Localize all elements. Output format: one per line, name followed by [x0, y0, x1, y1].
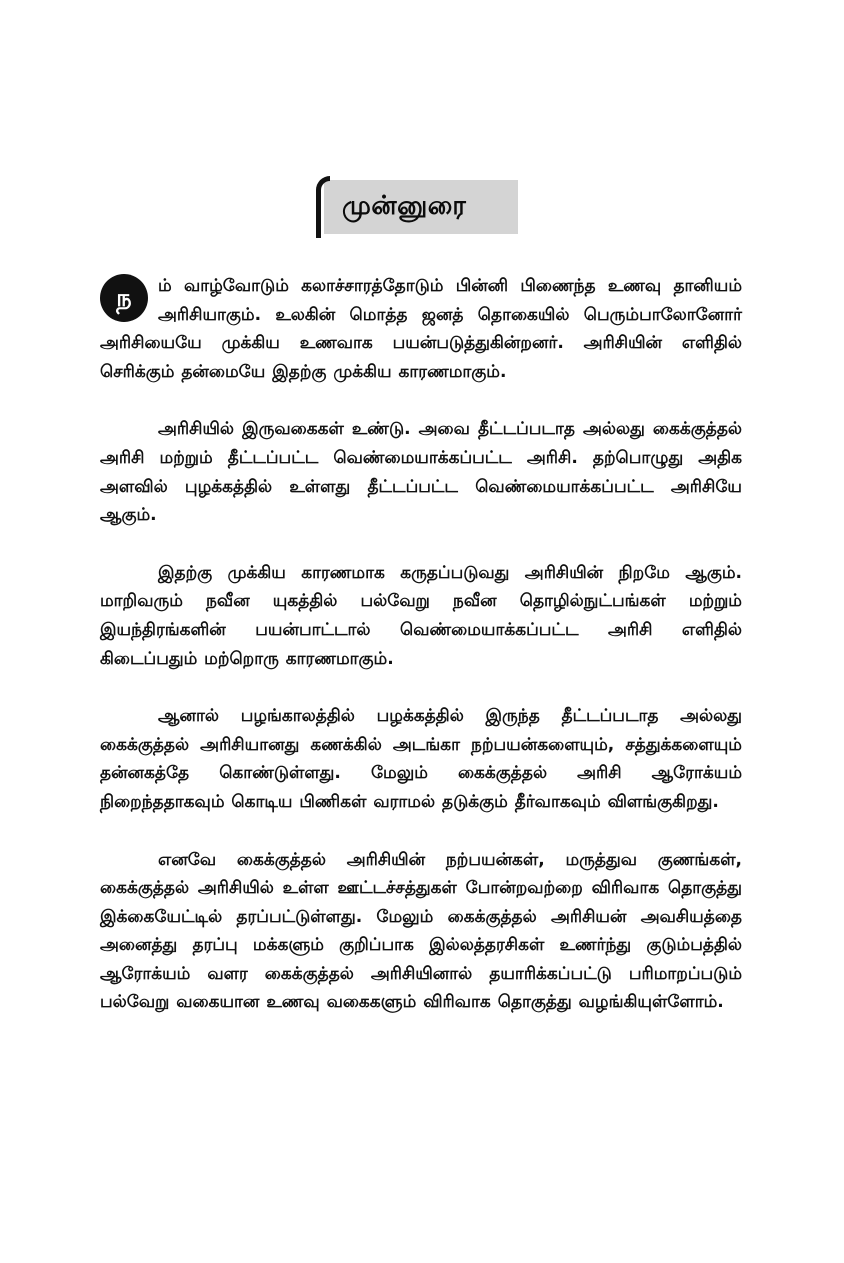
page-title: முன்னுரை [342, 191, 467, 221]
page-heading [316, 176, 518, 238]
paragraph-5: எனவே கைக்குத்தல் அரிசியின் நற்பயன்கள், மருத்துவ குணங்கள், கைக்குத்தல் அரிசியில் உள்ள ஊட்டச்சத்துகள் போன்றவற்றை விரிவாக தொகுத்து இக்கையேட்டில் தரப்பட்டுள்ளது. மேலும் கைக்குத்தல் அரிசியன் அவசியத்தை அனைத்து தரப்பு மக்களும் குறிப்பாக இல்லத்தரசிகள் உணர்ந்து குடும்பத்தில் ஆரோக்யம் வளர கைக்குத்தல் அரிசியினால் தயாரிக்கப்பட்டு பரிமாறப்படும் பல்வேறு வகையான உணவு வகைகளும் விரிவாக தொகுத்து வழங்கியுள்ளோம். [100, 849, 742, 1013]
preface-body [100, 272, 742, 1046]
paragraph-2: அரிசியில் இருவகைகள் உண்டு. அவை தீட்டப்படாத அல்லது கைக்குத்தல் அரிசி மற்றும் தீட்டப்பட்ட வெண்மையாக்கப்பட்ட அரிசி. தற்பொழுது அதிக அளவில் புழக்கத்தில் உள்ளது தீட்டப்பட்ட வெண்மையாக்கப்பட்ட அரிசியே ஆகும். [100, 419, 742, 526]
drop-cap: ந [100, 274, 148, 322]
paragraph-4: ஆனால் பழங்காலத்தில் பழக்கத்தில் இருந்த தீட்டப்படாத அல்லது கைக்குத்தல் அரிசியானது கணக்கில் அடங்கா நற்பயன்களையும், சத்துக்களையும் தன்னகத்தே கொண்டுள்ளது. மேலும் கைக்குத்தல் அரிசி ஆரோக்யம் நிறைந்ததாகவும் கொடிய பிணிகள் வராமல் தடுக்கும் தீர்வாகவும் விளங்குகிறது. [100, 706, 742, 812]
paragraph-3: இதற்கு முக்கிய காரணமாக கருதப்படுவது அரிசியின் நிறமே ஆகும். மாறிவரும் நவீன யுகத்தில் பல்வேறு நவீன தொழில்நுட்பங்கள் மற்றும் இயந்திரங்களின் பயன்பாட்டால் வெண்மையாக்கப்பட்ட அரிசி எளிதில் கிடைப்பதும் மற்றொரு காரணமாகும். [100, 562, 742, 669]
intro-text: ம் வாழ்வோடும் கலாச்சாரத்தோடும் பின்னி பிணைந்த உணவு தானியம் அரிசியாகும். உலகின் மொத்த ஜனத் தொகையில் பெரும்பாலோனோர் அரிசியையே முக்கிய உணவாக பயன்படுத்துகின்றனர். அரிசியின் எளிதில் செரிக்கும் தன்மையே இதற்கு முக்கிய காரணமாகும். [100, 276, 742, 382]
intro-paragraph [100, 272, 742, 386]
heading-bracket-stem [316, 206, 321, 238]
